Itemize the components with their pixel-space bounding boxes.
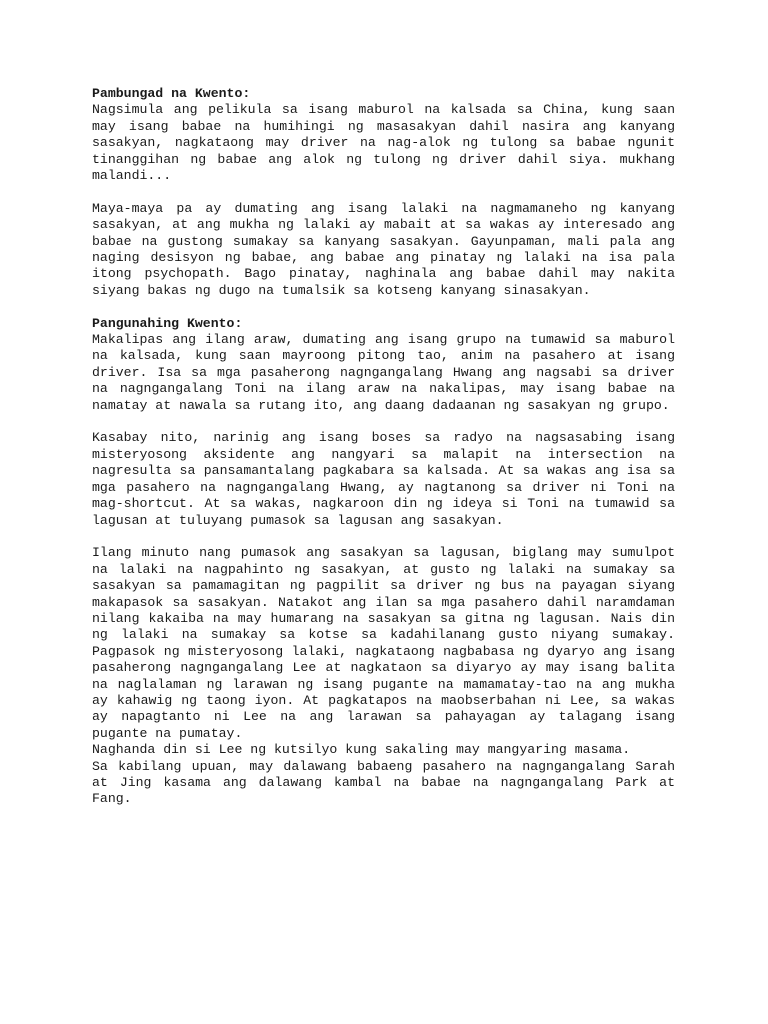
paragraph-gap [92, 299, 675, 315]
paragraph: Sa kabilang upuan, may dalawang babaeng pasahero na nagngangalang Sarah at Jing kasama ang dalawang kambal na babae na nagngangalang Park at Fang. [92, 758, 675, 807]
paragraph-gap [92, 184, 675, 200]
paragraph: Ilang minuto nang pumasok ang sasakyan sa lagusan, biglang may sumulpot na lalaki na nagpahinto ng sasakyan, at gusto ng lalaki na sumakay sa sasakyan sa pamamagitan ng pagpilit sa driver ng bus na payagan siyang makapasok sa sasakyan. Natakot ang ilan sa mga pasahero dahil naramdaman nilang kakaiba na may humarang na sasakyan sa gitna ng lagusan. Nais din ng lalaki na sumakay sa kotse sa kadahilanang gusto niyang sumakay. Pagpasok ng misteryosong lalaki, nagkataong nagbabasa ng dyaryo ang isang pasaherong nagngangalang Lee at nagkataon sa diyaryo ay may isang balita na naglalaman ng larawan ng isang pugante na mamamatay-tao na ang mukha ay kahawig ng taong iyon. At pagkatapos na maobserbahan ni Lee, sa wakas ay napagtanto ni Lee na ang larawan sa pahayagan ay talagang isang pugante na pumatay. [92, 545, 675, 741]
paragraph-gap [92, 414, 675, 430]
paragraph-gap [92, 529, 675, 545]
paragraph: Naghanda din si Lee ng kutsilyo kung sakaling may mangyaring masama. [92, 742, 631, 758]
paragraph: Makalipas ang ilang araw, dumating ang isang grupo na tumawid sa maburol na kalsada, kung saan mayroong pitong tao, anim na pasahero at isang driver. Isa sa mga pasaherong nagngangalang Hwang ang nagsabi sa driver na nagngangalang Toni na ilang araw na nakalipas, may isang babae na namatay at nawala sa rutang ito, ang daang dadaanan ng sasakyan ng grupo. [92, 332, 675, 413]
paragraph: Maya-maya pa ay dumating ang isang lalaki na nagmamaneho ng kanyang sasakyan, at ang mukha ng lalaki ay mabait at sa wakas ay interesado ang babae na gustong sumakay sa kanyang sasakyan. Gayunpaman, mali pala ang naging desisyon ng babae, ang babae ang pinatay ng lalaki na isa pala itong psychopath. Bago pinatay, naghinala ang babae dahil may nakita siyang bakas ng dugo na tumalsik sa kotseng kanyang sinasakyan. [92, 200, 675, 298]
document-page [92, 86, 675, 808]
section-heading-pambungad: Pambungad na Kwento: [92, 86, 251, 101]
paragraph: Nagsimula ang pelikula sa isang maburol na kalsada sa China, kung saan may isang babae na humihingi ng masasakyan dahil nasira ang kanyang sasakyan, nagkataong may driver na nag-alok ng tulong sa babae ngunit tinanggihan ng babae ang alok ng tulong ng driver dahil siya. mukhang malandi... [92, 102, 675, 184]
paragraph: Kasabay nito, narinig ang isang boses sa radyo na nagsasabing isang misteryosong aksidente ang nangyari sa malapit na intersection na nagresulta sa pansamantalang pagkabara sa kalsada. At sa wakas ang isa sa mga pasahero na nagngangalang Hwang, ay nagtanong sa driver ni Toni na mag-shortcut. At sa wakas, nagkaroon din ng ideya si Toni na tumawid sa lagusan at tuluyang pumasok sa lagusan ang sasakyan. [92, 430, 675, 528]
section-heading-pangunahing: Pangunahing Kwento: [92, 315, 243, 331]
